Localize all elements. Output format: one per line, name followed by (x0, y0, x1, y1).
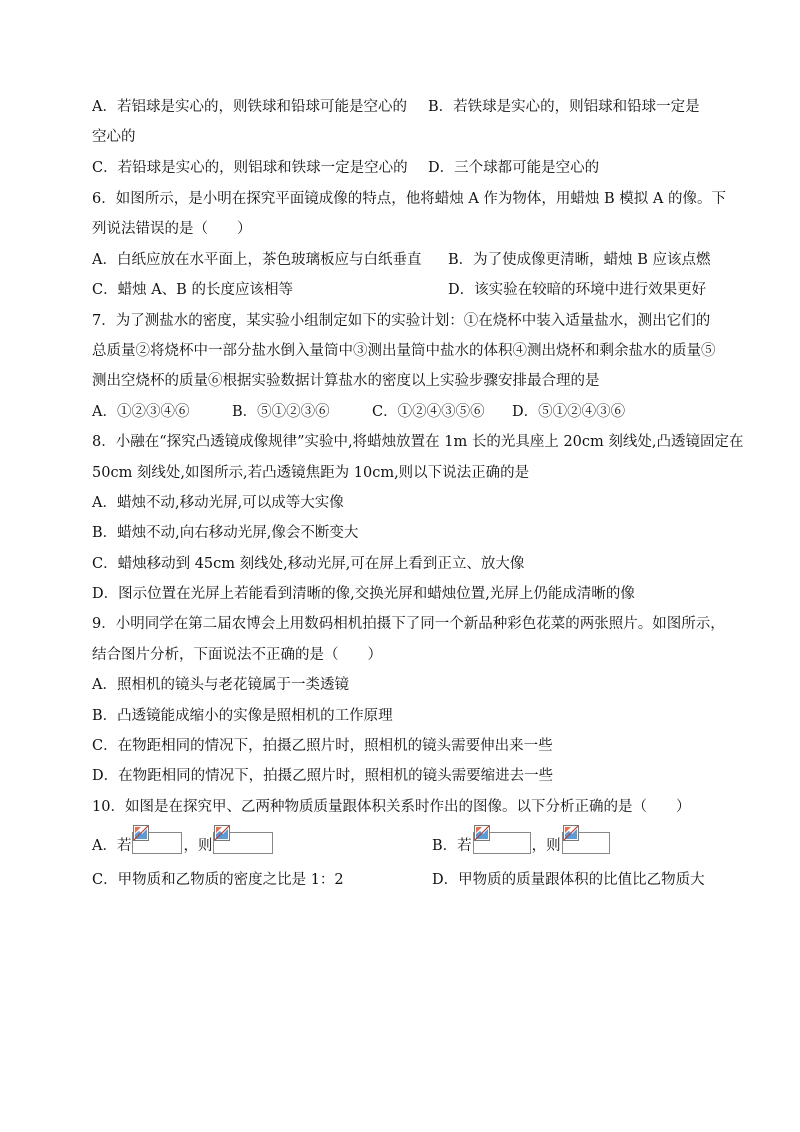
q9-option-d: D．在物距相同的情况下，拍摄乙照片时，照相机的镜头需要缩进去一些 (92, 768, 554, 784)
q10-option-a-prefix: A．若 (92, 838, 132, 854)
q10-option-a-formula-2 (213, 832, 273, 854)
q8-option-c: C．蜡烛移动到 45cm 刻线处,移动光屏,可在屏上看到正立、放大像 (92, 556, 525, 572)
q8-stem-line-2: 50cm 刻线处,如图所示,若凸透镜焦距为 10cm,则以下说法正确的是 (92, 465, 530, 481)
q5-option-a: A．若铝球是实心的，则铁球和铅球可能是空心的 (92, 99, 407, 115)
q8-option-a: A．蜡烛不动,移动光屏,可以成等大实像 (92, 495, 344, 511)
q6-option-c: C．蜡烛 A、B 的长度应该相等 (92, 282, 293, 298)
q7-stem-line-3: 测出空烧杯的质量⑥根据实验数据计算盐水的密度以上实验步骤安排最合理的是 (92, 373, 600, 389)
q6-option-a: A．白纸应放在水平面上，茶色玻璃板应与白纸垂直 (92, 252, 422, 268)
q5-option-c: C．若铅球是实心的，则铝球和铁球一定是空心的 (92, 160, 408, 176)
q10-option-b-formula-2 (562, 832, 610, 854)
q6-stem-line-1: 6．如图所示，是小明在探究平面镜成像的特点，他将蜡烛 A 作为物体，用蜡烛 B 模拟 A 的像。下 (92, 191, 726, 207)
q9-stem-line-1: 9．小明同学在第二届农博会上用数码相机拍摄下了同一个新品种彩色花菜的两张照片。如图所示， (92, 616, 725, 632)
q10-option-a-mid: ，则 (183, 838, 213, 854)
broken-image-icon (214, 825, 230, 841)
q9-option-c: C．在物距相同的情况下，拍摄乙照片时，照相机的镜头需要伸出来一些 (92, 738, 553, 754)
q10-option-b-mid: ，则 (531, 838, 561, 854)
q10-stem: 10．如图是在探究甲、乙两种物质质量跟体积关系时作出的图像。以下分析正确的是（ ） (92, 799, 691, 815)
broken-image-icon (563, 825, 579, 841)
q10-option-a-formula-1 (132, 832, 182, 854)
q5-option-b: B．若铁球是实心的，则铝球和铅球一定是 (428, 99, 700, 115)
q10-option-c: C．甲物质和乙物质的密度之比是 1：2 (92, 872, 344, 888)
q9-stem-line-2: 结合图片分析，下面说法不正确的是（ ） (92, 647, 382, 663)
q10-option-a (92, 832, 274, 856)
q9-option-a: A．照相机的镜头与老花镜属于一类透镜 (92, 677, 349, 693)
q5-option-d: D．三个球都可能是空心的 (428, 160, 600, 176)
q7-stem-line-2: 总质量②将烧杯中一部分盐水倒入量筒中③测出量筒中盐水的体积④测出烧杯和剩余盐水的质量⑤ (92, 343, 716, 359)
q6-option-d: D．该实验在较暗的环境中进行效果更好 (448, 282, 707, 298)
q10-option-b (432, 832, 611, 856)
q7-option-a: A．①②③④⑥ (92, 404, 190, 420)
broken-image-icon (133, 825, 149, 841)
q5-option-b-cont: 空心的 (92, 129, 136, 145)
q7-stem-line-1: 7．为了测盐水的密度，某实验小组制定如下的实验计划：①在烧杯中装入适量盐水，测出它们的 (92, 313, 711, 329)
q8-stem-line-1: 8．小融在“探究凸透镜成像规律”实验中,将蜡烛放置在 1m 长的光具座上 20cm 刻线处,凸透镜固定在 (92, 434, 744, 450)
q10-option-b-prefix: B．若 (432, 838, 472, 854)
q6-stem-line-2: 列说法错误的是（ ） (92, 221, 252, 237)
q7-option-b: B．⑤①②③⑥ (232, 404, 330, 420)
broken-image-icon (474, 825, 490, 841)
q7-option-c: C．①②④③⑤⑥ (372, 404, 485, 420)
q10-option-b-formula-1 (473, 832, 531, 854)
q8-option-b: B．蜡烛不动,向右移动光屏,像会不断变大 (92, 525, 359, 541)
q6-option-b: B．为了使成像更清晰，蜡烛 B 应该点燃 (448, 252, 711, 268)
q10-option-d: D．甲物质的质量跟体积的比值比乙物质大 (432, 872, 705, 888)
q8-option-d: D．图示位置在光屏上若能看到清晰的像,交换光屏和蜡烛位置,光屏上仍能成清晰的像 (92, 586, 635, 602)
q9-option-b: B．凸透镜能成缩小的实像是照相机的工作原理 (92, 708, 393, 724)
q7-option-d: D．⑤①②④③⑥ (512, 404, 626, 420)
